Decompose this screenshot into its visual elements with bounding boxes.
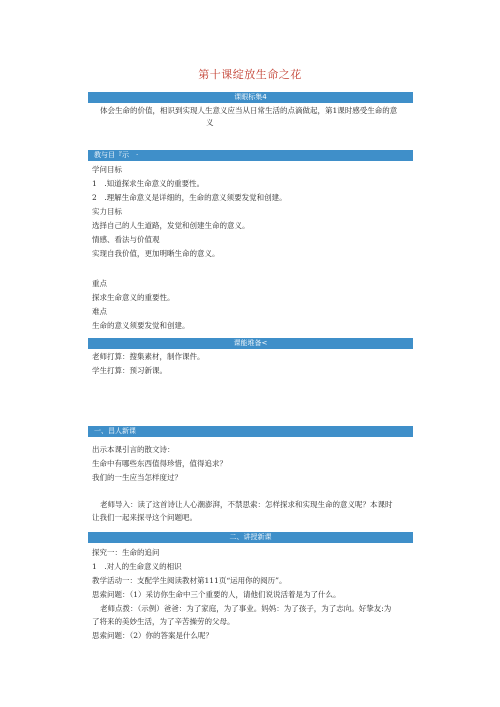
list-item: 生命中有哪些东西值得珍惜，值得追求？ xyxy=(92,459,227,468)
paragraph-line: 了将来的美妙生活，为了辛苦操劳的父母。 xyxy=(92,617,235,626)
section-header-preparation: 课能堆备< xyxy=(88,338,413,349)
list-item: 我们的一生应当怎样度过？ xyxy=(92,473,182,482)
paragraph-line: 让我们一起来探寻这个问题吧。 xyxy=(92,513,197,522)
list-item: 学问目标 xyxy=(92,165,122,174)
list-item: 实现自我价值，更加明晰生命的意义。 xyxy=(92,249,220,258)
list-item: 探究一：生命的追问 xyxy=(92,548,160,557)
list-item: 2 .理解生命意义是详细的，生命的意义须要发觉和创建。 xyxy=(92,193,287,202)
section-header-new-lesson: 二、讲授新课 xyxy=(88,532,413,543)
list-item: 1 .知道探求生命意义的重要性。 xyxy=(92,179,205,188)
list-item: 难点 xyxy=(92,307,107,316)
list-item: 思索问题：（2）你的答案是什么呢？ xyxy=(92,631,214,640)
list-item: 实力目标 xyxy=(92,207,122,216)
list-item: 教学活动一：支配学生阅读教材第111页“运用你的阅历”。 xyxy=(92,576,287,585)
list-item: 思索问题：（1）采访你生命中三个重要的人，请他们说说活着是为了什么。 xyxy=(92,590,341,599)
paragraph-line: 老师导入：读了这首诗让人心潮澎湃，不禁思索：怎样探求和实现生命的意义呢？本课时 xyxy=(100,500,393,509)
section-header-teaching-objectives: 教与目『示 · xyxy=(88,150,413,161)
list-item: 探求生命意义的重要性。 xyxy=(92,293,175,302)
list-item: 出示本课引言的散文诗： xyxy=(92,445,175,454)
list-item: 生命的意义须要发觉和创建。 xyxy=(92,321,190,330)
list-item: 老师打算：搜集素材，制作课件。 xyxy=(92,352,205,361)
list-item: 学生打算：预习新课。 xyxy=(92,366,167,375)
section-header-introduction: 一、昌人新课 xyxy=(88,426,413,437)
list-item: 选择自己的人生道路，发觉和创建生命的意义。 xyxy=(92,221,250,230)
list-item: 重点 xyxy=(92,279,107,288)
paragraph-line: 体会生命的价值，相识到实现人生意义应当从日常生活的点滴做起，第1课时感受生命的意 xyxy=(100,106,398,115)
section-header-goals: 课眼标集4 xyxy=(88,92,413,103)
list-item: 情感、看法与价值观 xyxy=(92,235,160,244)
list-item: 1 .对人的生命意义的相识 xyxy=(92,562,182,571)
page-title: 第十课绽放生命之花 xyxy=(198,68,302,81)
paragraph-line: 老师点拨：（示例）爸爸：为了家庭，为了事业。妈妈：为了孩子，为了志向。好挚友:为 xyxy=(100,604,392,613)
paragraph-line: 义 xyxy=(206,118,214,127)
